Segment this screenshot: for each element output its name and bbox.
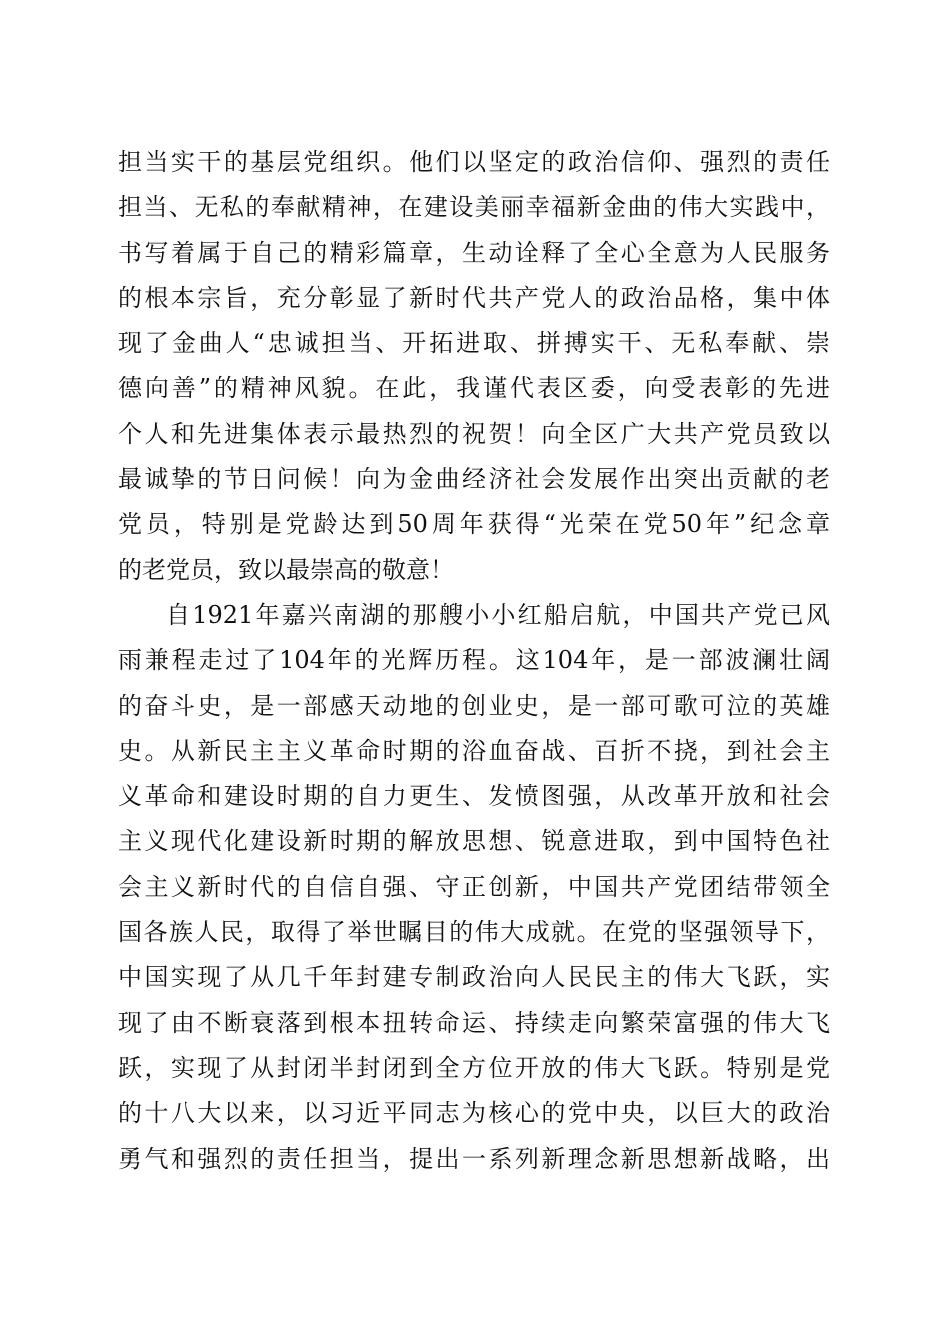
text-line: 的根本宗旨，充分彰显了新时代共产党人的政治品格，集中体 [118,283,830,312]
text-line: 主义现代化建设新时期的解放思想、锐意进取，到中国特色社 [118,827,830,856]
text-line: 雨兼程走过了104年的光辉历程。这104年，是一部波澜壮阔 [118,646,830,675]
text-line: 会主义新时代的自信自强、守正创新，中国共产党团结带领全 [118,872,830,901]
text-line: 德向善”的精神风貌。在此，我谨代表区委，向受表彰的先进 [118,374,830,403]
text-line: 现了由不断衰落到根本扭转命运、持续走向繁荣富强的伟大飞 [118,1008,830,1037]
text-line: 最诚挚的节日问候！向为金曲经济社会发展作出突出贡献的老 [118,465,830,494]
text-line: 义革命和建设时期的自力更生、发愤图强，从改革开放和社会 [118,782,830,811]
text-line: 担当实干的基层党组织。他们以坚定的政治信仰、强烈的责任 [118,148,830,176]
text-line: 国各族人民，取得了举世瞩目的伟大成就。在党的坚强领导下， [118,918,830,947]
text-line: 担当、无私的奉献精神，在建设美丽幸福新金曲的伟大实践中， [118,193,830,222]
text-line: 的老党员，致以最崇高的敬意！ [118,555,454,584]
text-line: 勇气和强烈的责任担当，提出一系列新理念新思想新战略，出 [118,1144,830,1173]
text-line: 跃，实现了从封闭半封闭到全方位开放的伟大飞跃。特别是党 [118,1053,830,1082]
body-text [118,140,830,1182]
text-line: 个人和先进集体表示最热烈的祝贺！向全区广大共产党员致以 [118,419,830,448]
text-line: 书写着属于自己的精彩篇章，生动诠释了全心全意为人民服务 [118,238,830,267]
text-line: 的奋斗史，是一部感天动地的创业史，是一部可歌可泣的英雄 [118,691,830,720]
text-line: 中国实现了从几千年封建专制政治向人民民主的伟大飞跃，实 [118,963,830,992]
text-line: 史。从新民主主义革命时期的浴血奋战、百折不挠，到社会主 [118,736,830,765]
text-line-paragraph-start: 自1921年嘉兴南湖的那艘小小红船启航，中国共产党已风 [166,600,830,629]
text-line: 现了金曲人“忠诚担当、开拓进取、拼搏实干、无私奉献、崇 [118,329,830,358]
text-line: 党员，特别是党龄达到50周年获得“光荣在党50年”纪念章 [118,510,830,539]
text-line: 的十八大以来，以习近平同志为核心的党中央，以巨大的政治 [118,1099,830,1128]
